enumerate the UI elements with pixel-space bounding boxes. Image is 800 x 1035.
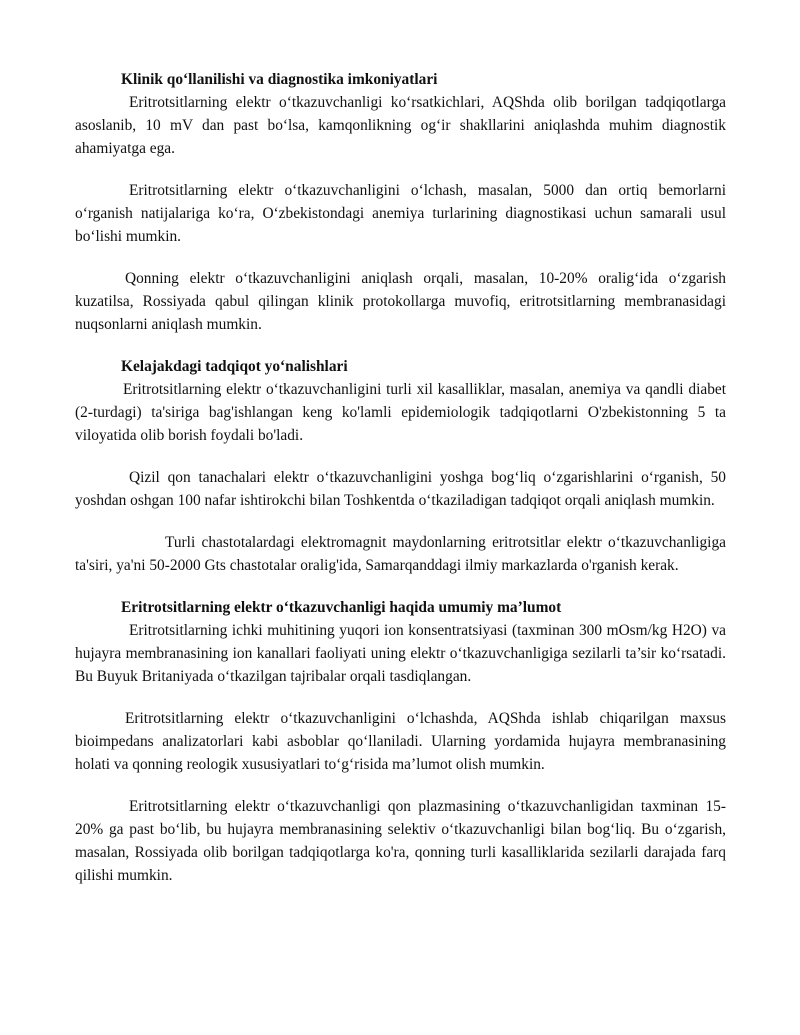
section-heading: Kelajakdagi tadqiqot yo‘nalishlari <box>121 358 348 375</box>
paragraph: Eritrotsitlarning elektr o‘tkazuvchanligini turli xil kasalliklar, masalan, anemiya va qandli diabet (2-turdagi) ta'siriga bag'ishlangan keng ko'lamli epidemiologik tadqiqotlarni O'zbekistonning 5 ta viloyatida olib borish foydali bo'ladi. <box>75 381 726 444</box>
paragraph: Turli chastotalardagi elektromagnit maydonlarning eritrotsitlar elektr o‘tkazuvchanligiga ta'siri, ya'ni 50-2000 Gts chastotalar oralig'ida, Samarqanddagi ilmiy markazlarda o'rganish kerak. <box>75 534 726 574</box>
section-heading: Klinik qo‘llanilishi va diagnostika imkoniyatlari <box>121 71 438 88</box>
document-page <box>75 68 726 887</box>
section-clinical <box>75 68 726 336</box>
paragraph: Qonning elektr o‘tkazuvchanligini aniqlash orqali, masalan, 10-20% oralig‘ida o‘zgarish kuzatilsa, Rossiyada qabul qilingan klinik protokollarga muvofiq, eritrotsitlarning membranasidagi nuqsonlarni aniqlash mumkin. <box>75 270 726 333</box>
paragraph: Eritrotsitlarning elektr o‘tkazuvchanligini o‘lchash, masalan, 5000 dan ortiq bemorlarni o‘rganish natijalariga ko‘ra, O‘zbekistondagi anemiya turlarining diagnostikasi uchun samarali usul bo‘lishi mumkin. <box>75 182 726 245</box>
section-future-research <box>75 355 726 577</box>
paragraph: Qizil qon tanachalari elektr o‘tkazuvchanligini yoshga bog‘liq o‘zgarishlarini o‘rganish, 50 yoshdan oshgan 100 nafar ishtirokchi bilan Toshkentda o‘tkaziladigan tadqiqot orqali aniqlash mumkin. <box>75 469 726 509</box>
paragraph: Eritrotsitlarning elektr o‘tkazuvchanligi ko‘rsatkichlari, AQShda olib borilgan tadqiqotlarga asoslanib, 10 mV dan past bo‘lsa, kamqonlikning og‘ir shakllarini aniqlashda muhim diagnostik ahamiyatga ega. <box>75 94 726 157</box>
paragraph: Eritrotsitlarning elektr o‘tkazuvchanligi qon plazmasining o‘tkazuvchanligidan taxminan 15-20% ga past bo‘lib, bu hujayra membranasining selektiv o‘tkazuvchanligi bilan bog‘liq. Bu o‘zgarish, masalan, Rossiyada olib borilgan tadqiqotlarga ko'ra, qonning turli kasalliklarida sezilarli darajada farq qilishi mumkin. <box>75 798 726 884</box>
section-general-info <box>75 596 726 887</box>
paragraph: Eritrotsitlarning ichki muhitining yuqori ion konsentratsiyasi (taxminan 300 mOsm/kg H2O) va hujayra membranasining ion kanallari faoliyati uning elektr o‘tkazuvchanligiga sezilarli ta’sir ko‘rsatadi. Bu Buyuk Britaniyada o‘tkazilgan tajribalar orqali tasdiqlangan. <box>75 622 726 685</box>
section-heading: Eritrotsitlarning elektr o‘tkazuvchanligi haqida umumiy ma’lumot <box>121 599 562 616</box>
paragraph: Eritrotsitlarning elektr o‘tkazuvchanligini o‘lchashda, AQShda ishlab chiqarilgan maxsus bioimpedans analizatorlari kabi asboblar qo‘llaniladi. Ularning yordamida hujayra membranasining holati va qonning reologik xususiyatlari to‘g‘risida ma’lumot olish mumkin. <box>75 710 726 773</box>
